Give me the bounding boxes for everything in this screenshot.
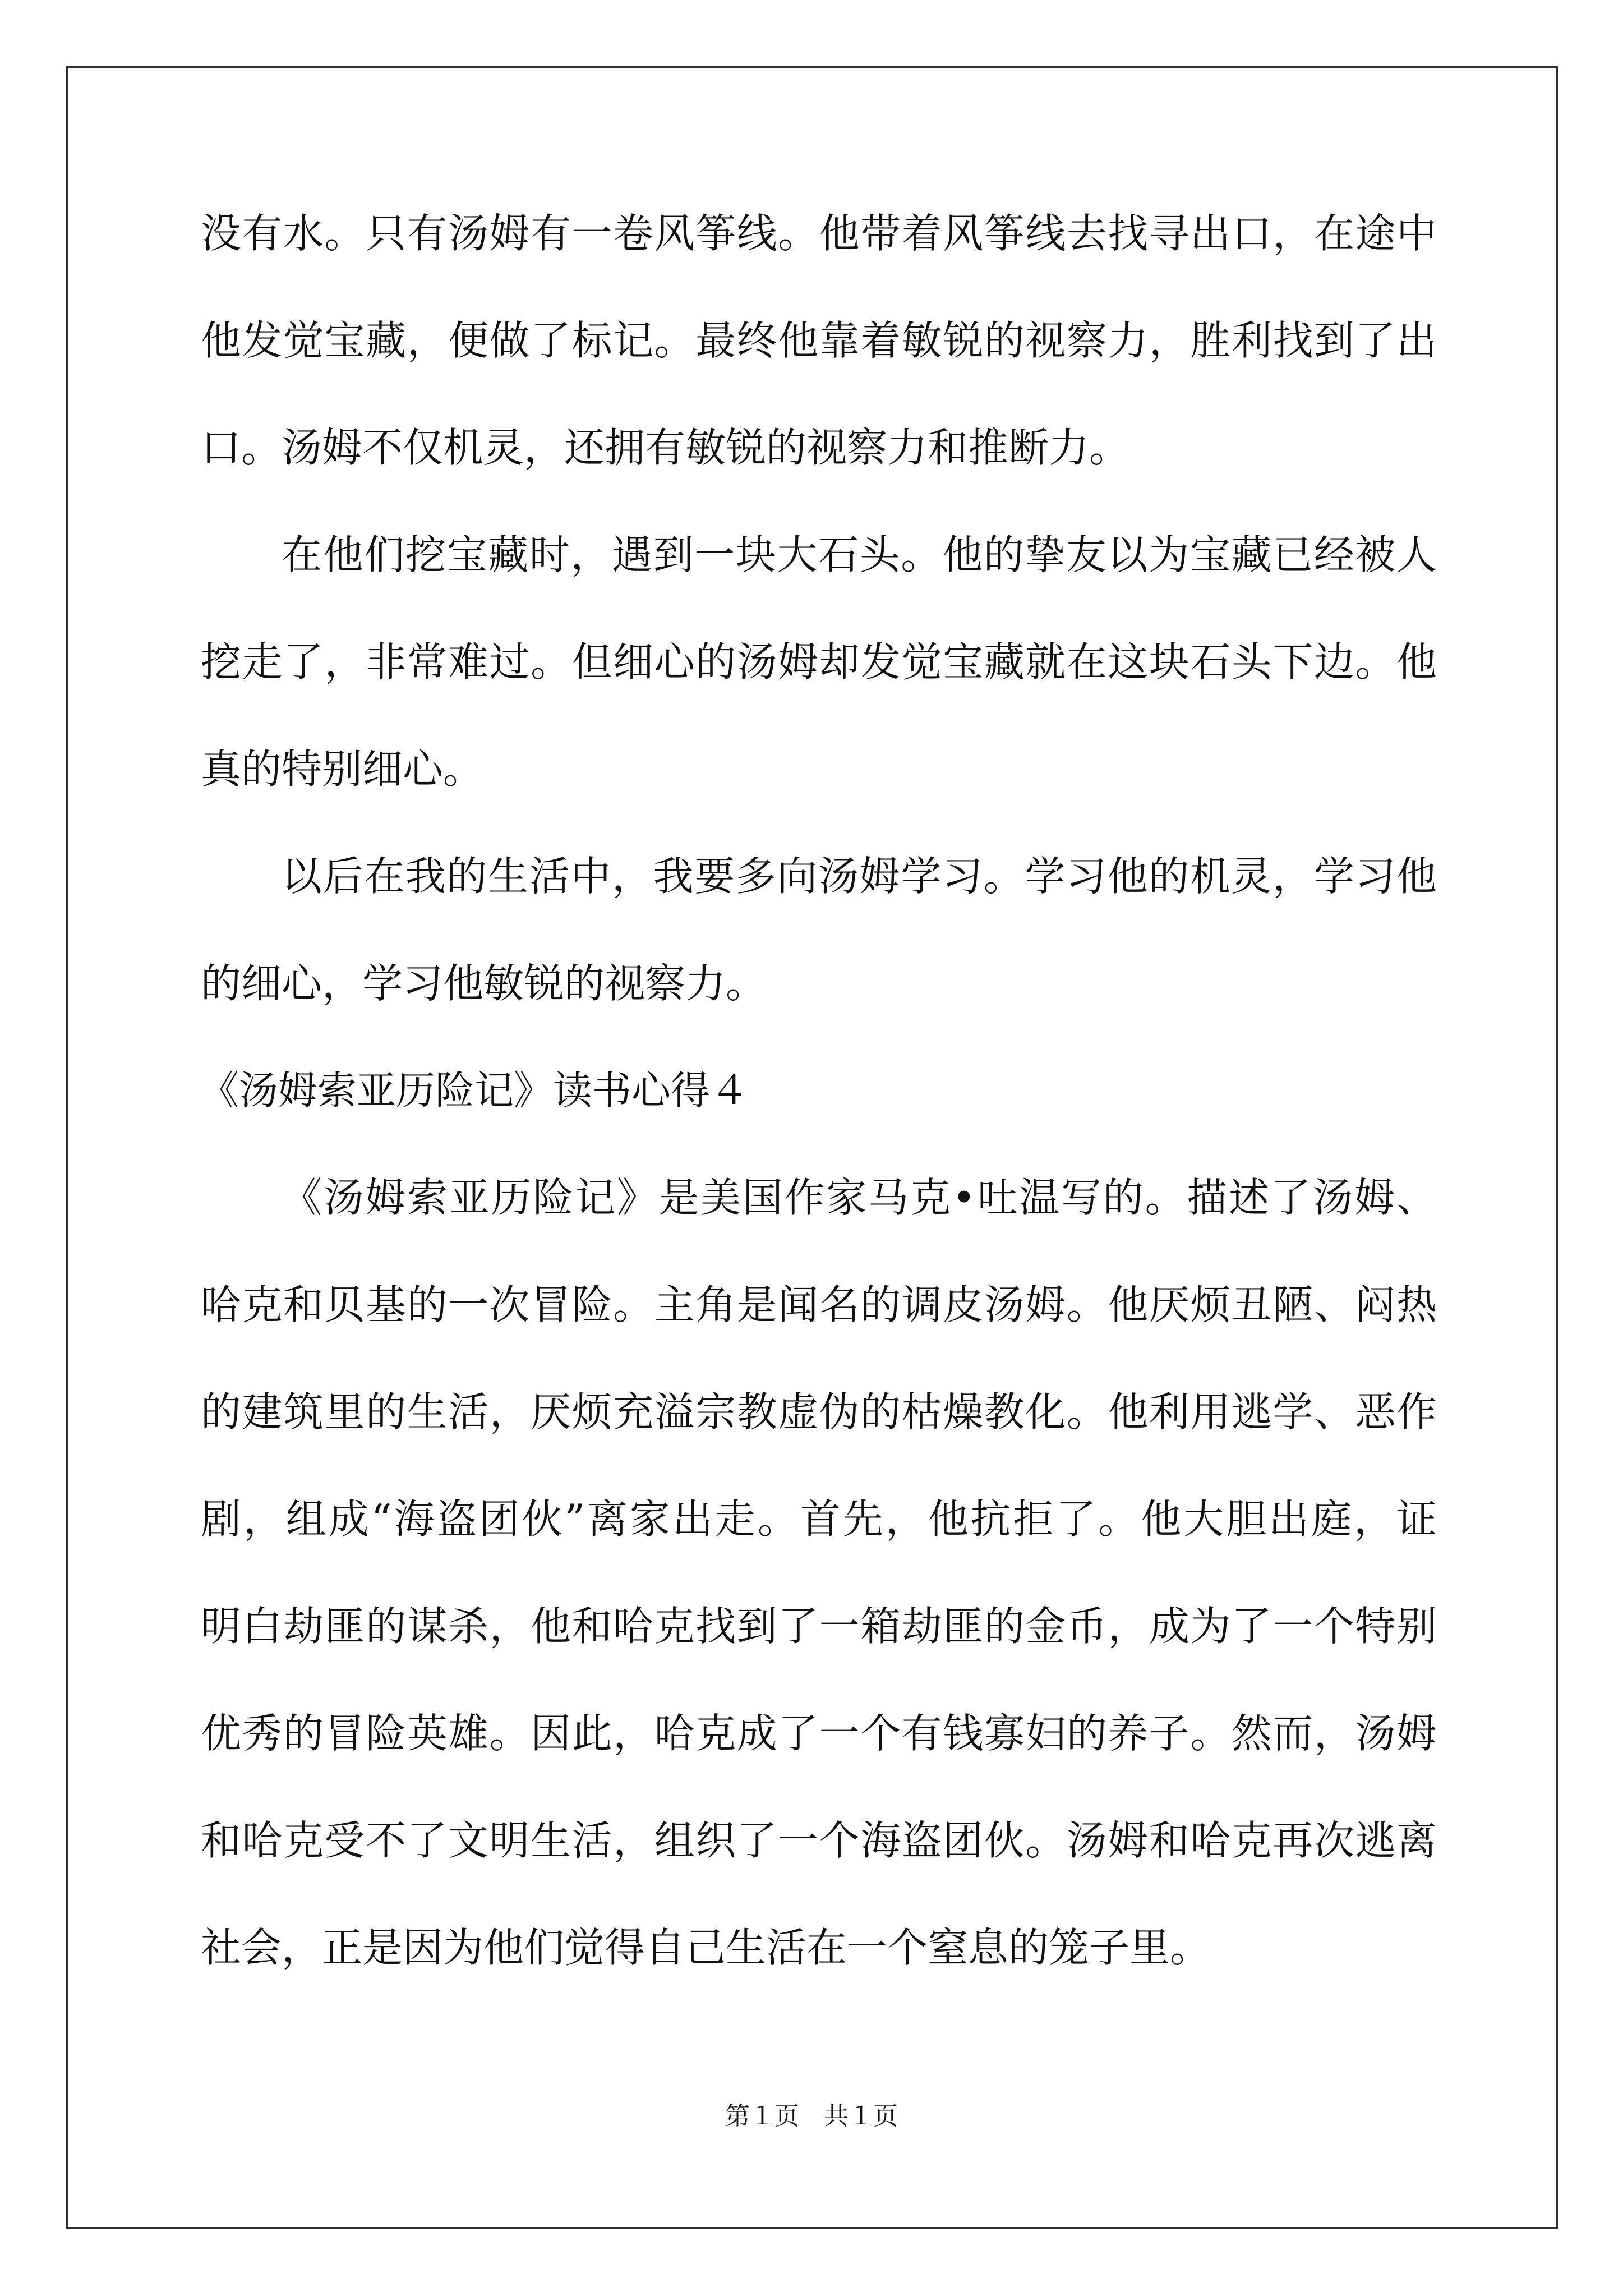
paragraph-line: 社会，正是因为他们觉得自己生活在一个窒息的笼子里。 — [201, 1924, 1211, 1971]
paragraph-line: 剧，组成“海盗团伙”离家出走。首先，他抗拒了。他大胆出庭，证 — [201, 1496, 1437, 1543]
paragraph-3 — [201, 849, 1437, 1010]
paragraph-line: 的建筑里的生活，厌烦充溢宗教虚伪的枯燥教化。他利用逃学、恶作 — [201, 1388, 1437, 1435]
paragraph-line: 他发觉宝藏，便做了标记。最终他靠着敏锐的视察力，胜利找到了出 — [201, 317, 1437, 364]
paragraph-line: 挖走了，非常难过。但细心的汤姆却发觉宝藏就在这块石头下边。他 — [201, 638, 1437, 685]
paragraph-line: 明白劫匪的谋杀，他和哈克找到了一箱劫匪的金币，成为了一个特别 — [201, 1603, 1437, 1650]
page-number: 第１页 共１页 — [725, 2102, 898, 2131]
paragraph-line: 哈克和贝基的一次冒险。主角是闻名的调皮汤姆。他厌烦丑陋、闷热 — [201, 1281, 1437, 1328]
paragraph-line: 以后在我的生活中，我要多向汤姆学习。学习他的机灵，学习他 — [282, 853, 1437, 900]
paragraph-line: 口。汤姆不仅机灵，还拥有敏锐的视察力和推断力。 — [201, 424, 1130, 471]
paragraph-line: 和哈克受不了文明生活，组织了一个海盗团伙。汤姆和哈克再次逃离 — [201, 1817, 1437, 1864]
paragraph-1 — [201, 206, 1437, 475]
paragraph-2 — [201, 528, 1437, 796]
document-body — [201, 206, 1437, 1975]
paragraph-line: 优秀的冒险英雄。因此，哈克成了一个有钱寡妇的养子。然而，汤姆 — [201, 1710, 1437, 1757]
paragraph-line: 在他们挖宝藏时，遇到一块大石头。他的挚友以为宝藏已经被人 — [282, 531, 1437, 578]
paragraph-line: 的细心，学习他敏锐的视察力。 — [201, 960, 767, 1007]
paragraph-line: 《汤姆索亚历险记》是美国作家马克•吐温写的。描述了汤姆、 — [282, 1174, 1437, 1221]
paragraph-line: 没有水。只有汤姆有一卷风筝线。他带着风筝线去找寻出口，在途中 — [201, 210, 1437, 257]
paragraph-line: 真的特别细心。 — [201, 746, 484, 793]
paragraph-4 — [201, 1171, 1437, 1975]
section-heading: 《汤姆索亚历险记》读书心得４ — [200, 1068, 749, 1114]
